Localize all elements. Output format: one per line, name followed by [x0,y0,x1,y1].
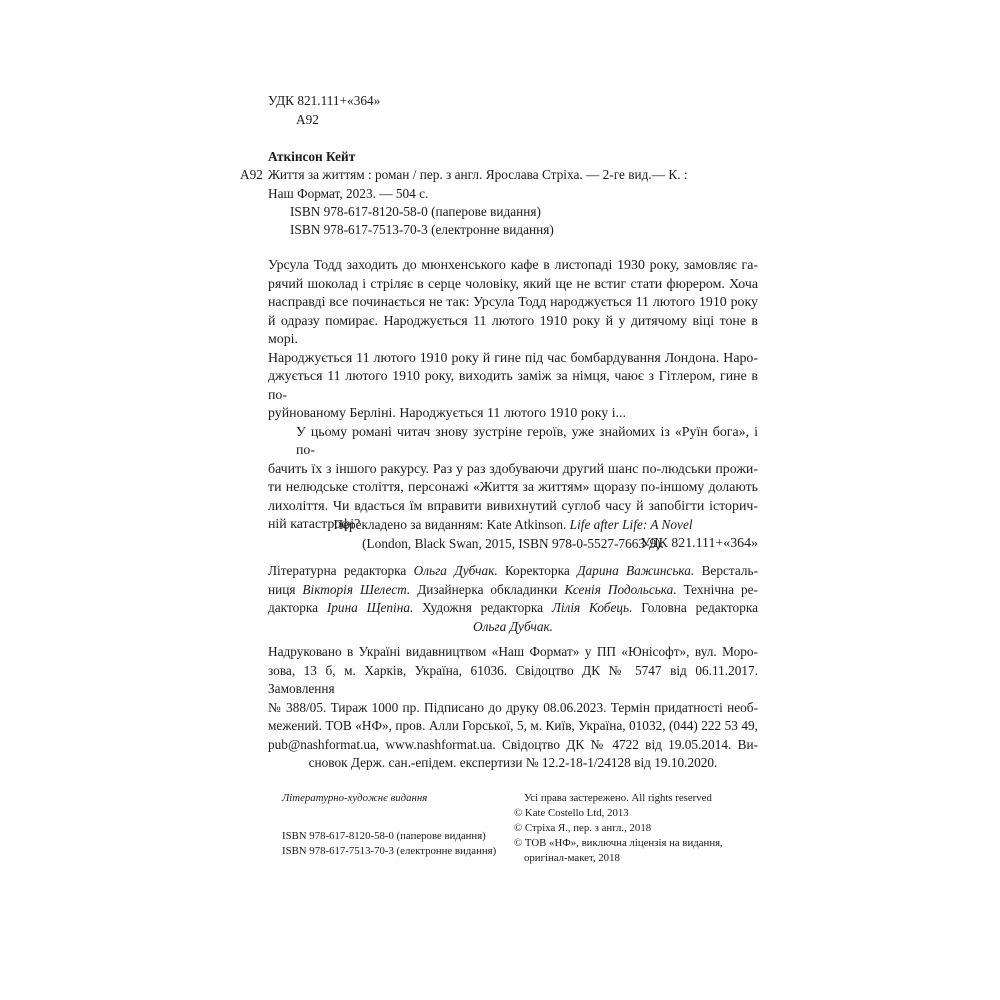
rights-block [514,791,723,866]
printing-line: pub@nashformat.ua, www.nashformat.ua. Свідоцтво ДК № 4722 від 19.05.2014. Ви- [268,736,758,752]
credits-line-3: дакторка Ірина Щепіна. Художня редакторка Лілія Кобець. Головна редакторка [268,600,758,615]
credits-line-2: ниця Вікторія Шелест. Дизайнерка обкладинки Ксенія Подольська. Технічна ре- [268,581,758,597]
annotation-line: рячий шоколад і стріляє в серце чоловіку, який ще не встиг стати фюрером. Хоча [268,276,758,292]
credits [268,562,758,636]
rights-line: оригінал-макет, 2018 [524,852,620,864]
credits-line-1: Літературна редакторка Ольга Дубчак. Коректорка Дарина Важинська. Версталь- [268,563,759,578]
title-line-2: Наш Формат, 2023. — 504 с. [268,185,429,201]
footer-isbn-paper: ISBN 978-617-8120-58-0 (паперове видання) [282,830,486,842]
annotation-line: ній катастрофі? [268,517,361,532]
translation-source-line-1 [268,516,758,535]
annotation-line: У цьому романі читач знову зустріне героїв, уже знайомих із «Руїн бога», і по- [296,424,758,458]
footer-isbn-electronic: ISBN 978-617-7513-70-3 (електронне видання) [282,845,497,857]
author-sign-margin: А92 [240,167,263,182]
rights-line: Усі права застережено. All rights reserved [524,792,712,804]
isbn-paper: ISBN 978-617-8120-58-0 (паперове видання) [290,204,541,219]
annotation-line: й одразу помирає. Народжується 11 лютого 1910 року й у дитячому віці тоне в морі. [268,313,758,347]
annotation-line: бачить їх з іншого ракурсу. Раз у раз здобуваючи другий шанс по-людськи прожи- [268,461,758,477]
printing-info [268,643,758,773]
annotation-line: джується 11 лютого 1910 року, виходить заміж за німця, чаює з Гітлером, гине в по- [268,369,758,403]
annotation-line: руйнованому Берліні. Народжується 11 лютого 1910 року і... [268,406,626,421]
author-sign-code: А92 [296,112,319,127]
printing-line-last: сновок Держ. сан.-епідем. експертизи № 12.2-18-1/24128 від 19.10.2020. [308,755,718,770]
rights-line: © Стріха Я., пер. з англ., 2018 [514,822,652,834]
printing-line: зова, 13 б, м. Харків, Україна, 61036. Свідоцтво ДК № 5747 від 06.11.2017. Замовлення [268,662,758,696]
printing-line: Надруковано в Україні видавництвом «Наш Формат» у ПП «Юнісофт», вул. Моро- [268,644,758,659]
credits-line-4: Ольга Дубчак. [472,618,554,634]
annotation [268,257,758,553]
author-name: Аткінсон Кейт [268,149,356,164]
title-line-1: Життя за життям : роман / пер. з англ. Ярослава Стріха. — 2-ге вид.— К. : [268,167,688,182]
annotation-paragraph-1 [268,257,758,424]
title-description [268,166,758,203]
translation-source-line-2: (London, Black Swan, 2015, ISBN 978-0-5527-7663-9). [362,535,664,551]
translation-prefix: Перекладено за виданням: Kate Atkinson. [333,517,570,532]
annotation-line: Народжується 11 лютого 1910 року й гине під час бомбардування Лондона. Наро- [268,350,758,366]
annotation-udk: УДК 821.111+«364» [640,535,758,551]
annotation-line: насправді все починається не так: Урсула Тодд народжується 11 лютого 1910 року [268,295,758,310]
rights-line: © ТОВ «НФ», виключна ліцензія на видання, [514,837,723,849]
original-title: Life after Life: A Novel [569,517,693,532]
printing-line: № 388/05. Тираж 1000 пр. Підписано до друку 08.06.2023. Термін придатності необ- [268,699,758,715]
printing-line: межений. ТОВ «НФ», пров. Алли Горської, 5, м. Київ, Україна, 01032, (044) 222 53 49, [268,718,758,733]
genre-label: Літературно-художнє видання [282,792,428,804]
translation-source [268,516,758,553]
isbn-electronic: ISBN 978-617-7513-70-3 (електронне видання) [290,222,554,237]
rights-line: © Kate Costello Ltd, 2013 [514,807,629,819]
annotation-line: Урсула Тодд заходить до мюнхенського кафе в листопаді 1930 року, замовляє га- [268,258,758,273]
udk-code: УДК 821.111+«364» [268,93,381,108]
annotation-line: лихоліття. Чи вдасться їм вправити вивихнутий суглоб часу й запобігти історич- [268,498,758,514]
annotation-line: ти нелюдське століття, персонажі «Життя за життям» щоразу по-іншому долають [268,480,758,495]
